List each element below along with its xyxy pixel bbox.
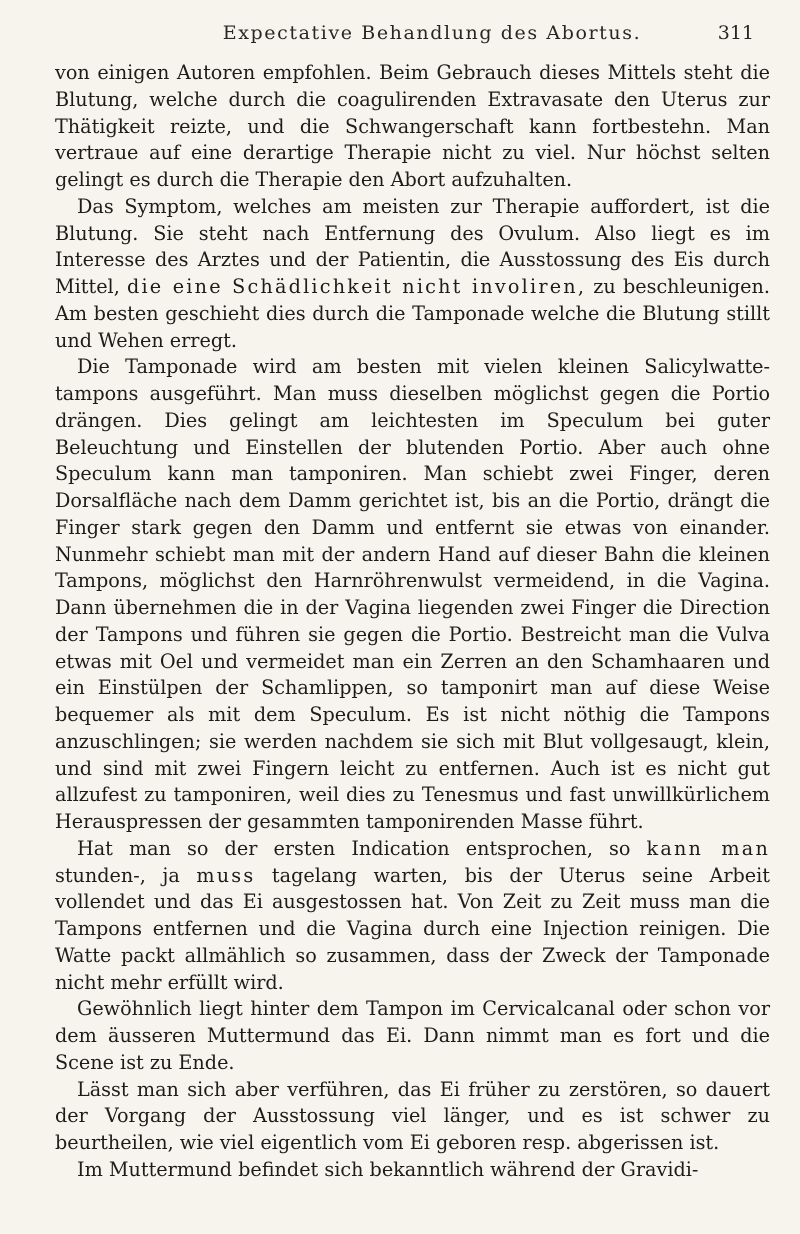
page-number: 311	[717, 22, 754, 44]
paragraph	[55, 1077, 770, 1157]
text-run: Im Muttermund befindet sich bekanntlich während der Gravidi-	[77, 1157, 699, 1181]
text-run: stunden-, ja	[55, 863, 197, 887]
running-title: Expectative Behandlung des Abortus.	[222, 22, 642, 44]
text-run: tagelang warten, bis der Uterus seine Arbeit vollendet und das Ei ausgestossen hat. Von Zeit zu Zeit muss man die Tampons entfernen und die Vagina durch eine Injection reinigen. Die Watte packt allmählich so zusammen, dass der Zweck der Tamponade nicht mehr erfüllt wird.	[55, 863, 770, 994]
text-run: Gewöhnlich liegt hinter dem Tampon im Cervicalcanal oder schon vor dem äusseren Muttermund das Ei. Dann nimmt man es fort und die Scene ist zu Ende.	[55, 997, 770, 1074]
text-run: von einigen Autoren empfohlen. Beim Gebrauch dieses Mittels steht die Blutung, welche durch die coagulirenden Extravasate den Uterus zur Thätigkeit reizte, und die Schwangerschaft kann fortbestehn. Man vertraue auf eine derartige Therapie nicht zu viel. Nur höchst selten gelingt es durch die Therapie den Abort aufzuhalten.	[55, 61, 770, 191]
text-run: Das Symptom, welches am meisten zur Therapie auffordert, ist die Blutung. Sie steht nach Entfernung des Ovulum. Also liegt es im Interesse des Arztes und der Patientin, die Ausstossung des Eis durch Mittel,	[55, 194, 770, 298]
paragraph	[55, 194, 770, 355]
paragraph	[55, 60, 770, 194]
page-header	[110, 22, 754, 50]
paragraph	[55, 996, 770, 1076]
paragraph	[55, 354, 770, 836]
paragraph	[55, 1157, 770, 1184]
text-run: Hat man so der ersten Indication entsprochen, so	[77, 836, 647, 860]
text-run: zu beschleunigen. Am besten geschieht dies durch die Tamponade welche die Blutung stillt und Wehen erregt.	[55, 275, 770, 352]
emphasis-spaced: die eine Schädlichkeit nicht involiren,	[126, 275, 587, 298]
body-text	[55, 60, 770, 1184]
emphasis-spaced: muss	[196, 863, 256, 887]
emphasis-spaced: kann man	[646, 836, 770, 860]
text-run: Lässt man sich aber verführen, das Ei früher zu zerstören, so dauert der Vorgang der Ausstossung viel länger, und es ist schwer zu beurtheilen, wie viel eigentlich vom Ei geboren resp. abgerissen ist.	[55, 1077, 770, 1154]
text-run: Die Tamponade wird am besten mit vielen kleinen Salicylwatte-tampons ausgeführt. Man muss dieselben möglichst gegen die Portio drängen. Dies gelingt am leichtesten im Speculum bei guter Beleuchtung und Einstellen der blutenden Portio. Aber auch ohne Speculum kann man tamponiren. Man schiebt zwei Finger, deren Dorsalfläche nach dem Damm gerichtet ist, bis an die Portio, drängt die Finger stark gegen den Damm und entfernt sie etwas von einander. Nunmehr schiebt man mit der andern Hand auf dieser Bahn die kleinen Tampons, möglichst den Harnröhrenwulst vermeidend, in die Vagina. Dann übernehmen die in der Vagina liegenden zwei Finger die Direction der Tampons und führen sie gegen die Portio. Bestreicht man die Vulva etwas mit Oel und vermeidet man ein Zerren an den Schamhaaren und ein Einstülpen der Schamlippen, so tamponirt man auf diese Weise bequemer als mit dem Speculum. Es ist nicht nöthig die Tampons anzuschlingen; sie werden nachdem sie sich mit Blut vollgesaugt, klein, und sind mit zwei Fingern leicht zu entfernen. Auch ist es nicht gut allzufest zu tamponiren, weil dies zu Tenesmus und fast unwillkürlichem Herauspressen der gesammten tamponirenden Masse führt.	[55, 355, 770, 833]
paragraph	[55, 836, 770, 997]
